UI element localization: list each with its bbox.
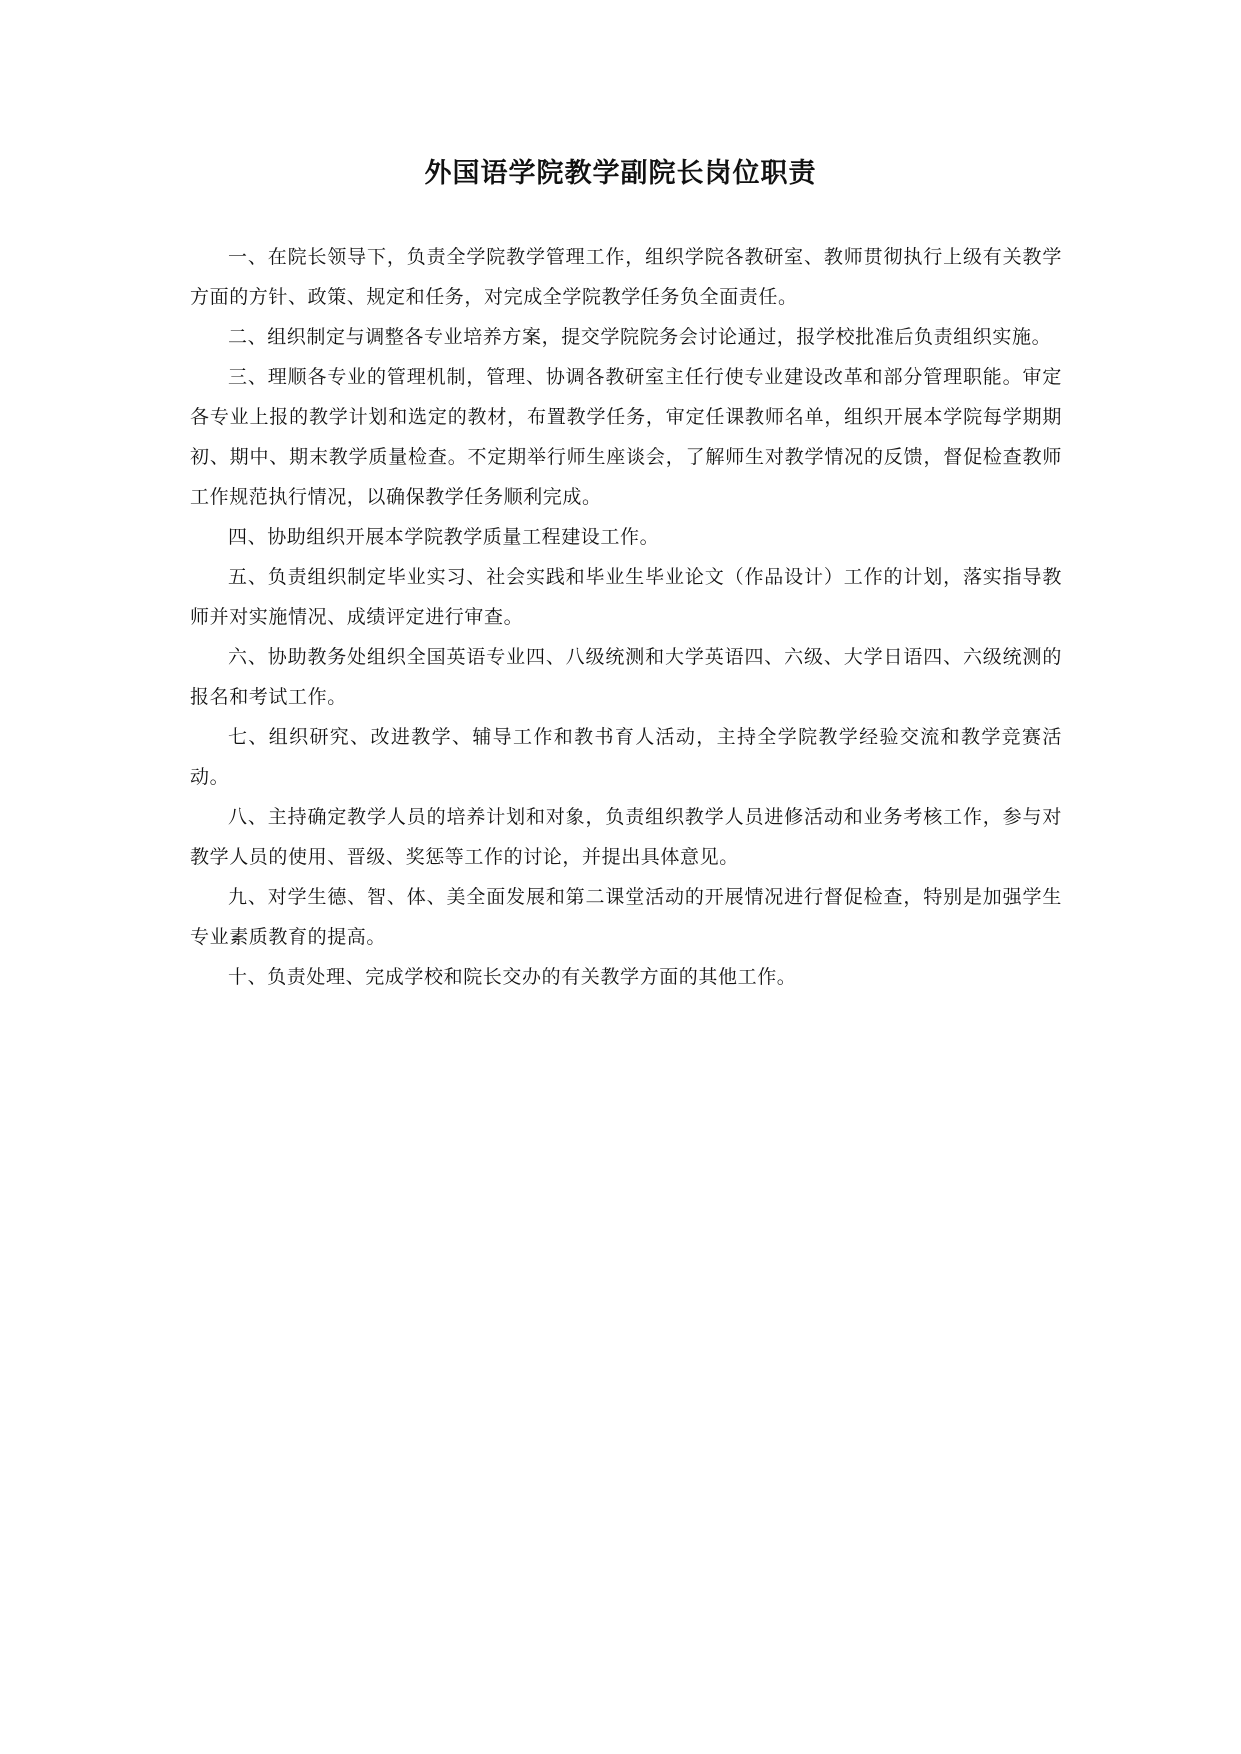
paragraph-5: 五、负责组织制定毕业实习、社会实践和毕业生毕业论文（作品设计）工作的计划，落实指导教师并对实施情况、成绩评定进行审查。 xyxy=(190,566,1062,628)
paragraph-10: 十、负责处理、完成学校和院长交办的有关教学方面的其他工作。 xyxy=(228,966,797,988)
paragraph-1: 一、在院长领导下，负责全学院教学管理工作，组织学院各教研室、教师贯彻执行上级有关教学方面的方针、政策、规定和任务，对完成全学院教学任务负全面责任。 xyxy=(190,246,1062,308)
paragraph-7: 七、组织研究、改进教学、辅导工作和教书育人活动，主持全学院教学经验交流和教学竞赛活动。 xyxy=(190,726,1062,788)
document-title: 外国语学院教学副院长岗位职责 xyxy=(424,158,817,189)
paragraph-3: 三、理顺各专业的管理机制，管理、协调各教研室主任行使专业建设改革和部分管理职能。审定各专业上报的教学计划和选定的教材，布置教学任务，审定任课教师名单，组织开展本学院每学期期初、期中、期末教学质量检查。不定期举行师生座谈会，了解师生对教学情况的反馈，督促检查教师工作规范执行情况，以确保教学任务顺利完成。 xyxy=(190,366,1062,508)
paragraph-6: 六、协助教务处组织全国英语专业四、八级统测和大学英语四、六级、大学日语四、六级统测的报名和考试工作。 xyxy=(190,646,1062,708)
paragraph-8: 八、主持确定教学人员的培养计划和对象，负责组织教学人员进修活动和业务考核工作，参与对教学人员的使用、晋级、奖惩等工作的讨论，并提出具体意见。 xyxy=(190,806,1062,868)
paragraph-2: 二、组织制定与调整各专业培养方案，提交学院院务会讨论通过，报学校批准后负责组织实施。 xyxy=(228,326,1052,348)
document-body xyxy=(190,237,1062,997)
paragraph-4: 四、协助组织开展本学院教学质量工程建设工作。 xyxy=(228,526,660,548)
paragraph-9: 九、对学生德、智、体、美全面发展和第二课堂活动的开展情况进行督促检查，特别是加强学生专业素质教育的提高。 xyxy=(190,886,1062,948)
